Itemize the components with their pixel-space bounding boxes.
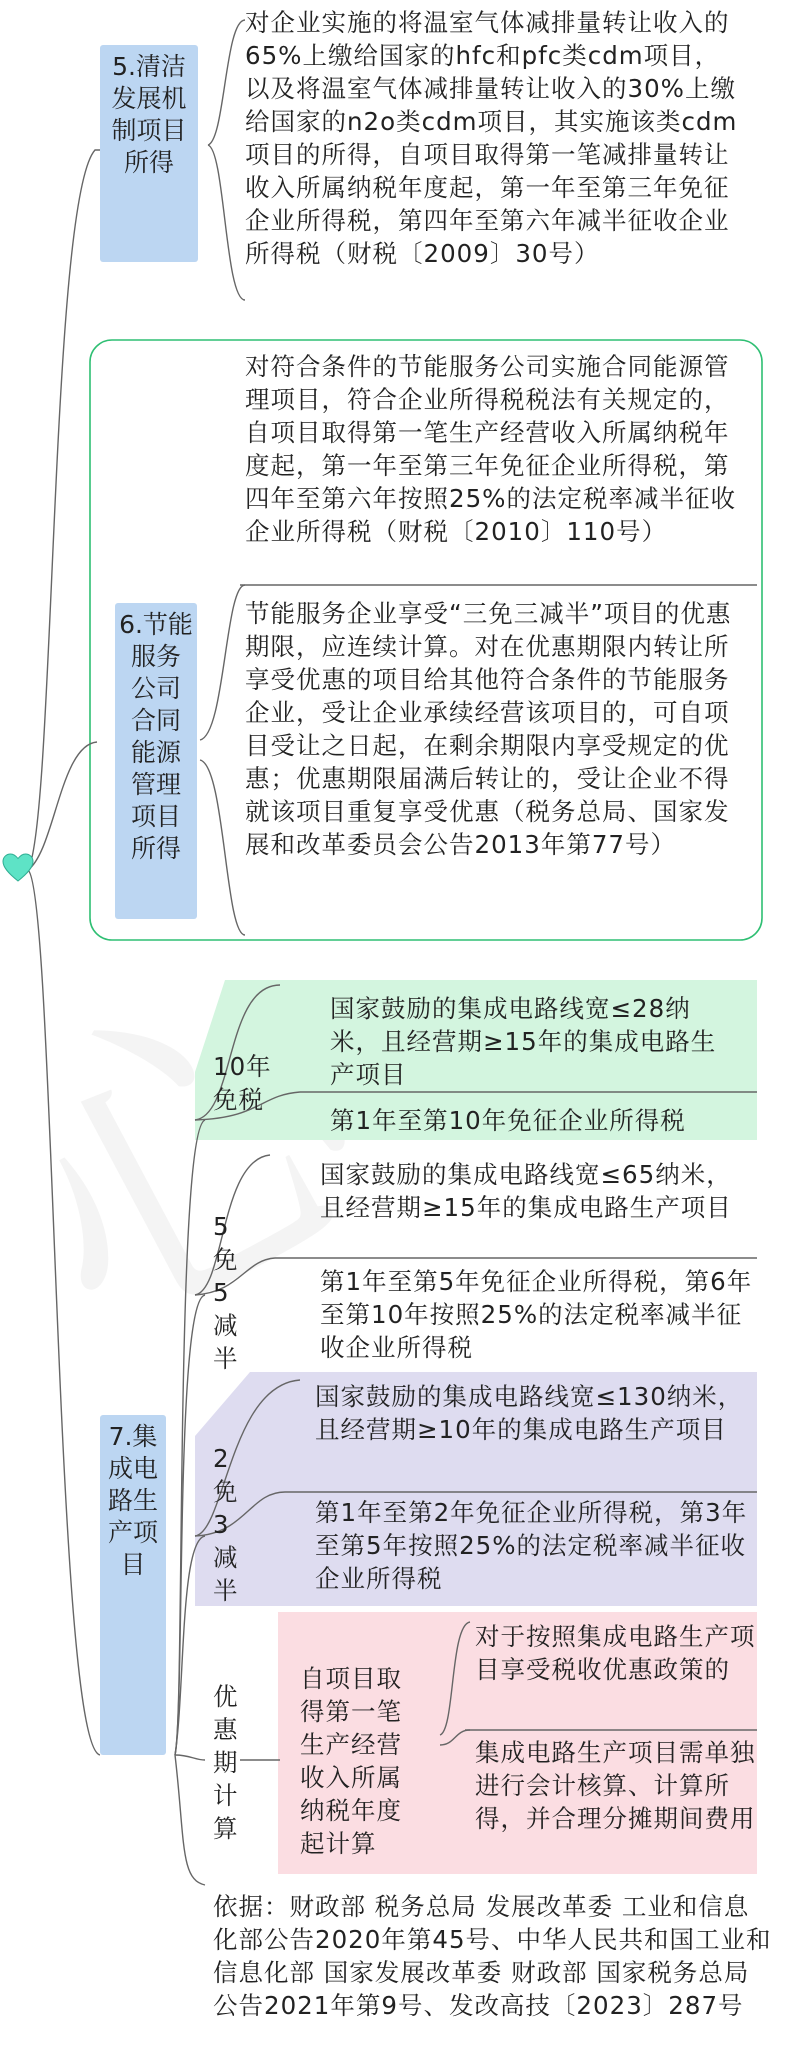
node6-text2: 节能服务企业享受“三免三减半”项目的优惠期限，应连续计算。对在优惠期限内转让所享受优惠的项目给其他符合条件的节能服务企业，受让企业承续经营该项目的，可自项目受让之日起，在剩余期限内享受规定的优惠；优惠期限届满后转让的，受让企业不得就该项目重复享受优惠（税务总局、国家发展和改革委员会公告2013年第77号） — [245, 599, 732, 859]
g3-label: 2免3减半 — [213, 1444, 239, 1605]
g4-start-point: 自项目取得第一笔生产经营收入所属纳税年度起计算 — [300, 1664, 402, 1858]
heart-icon[interactable] — [2, 852, 34, 884]
g3-condition: 国家鼓励的集成电路线宽≤130纳米，且经营期≥10年的集成电路生产项目 — [315, 1382, 744, 1444]
node5-label[interactable]: 5.清洁发展机制项目所得 — [100, 45, 198, 262]
g4-accounting: 集成电路生产项目需单独进行会计核算、计算所得，并合理分摊期间费用 — [475, 1738, 756, 1833]
g2-label: 5免5减半 — [213, 1212, 239, 1373]
node5-text: 对企业实施的将温室气体减排量转让收入的65%上缴给国家的hfc和pfc类cdm项目，以及将温室气体减排量转让收入的30%上缴给国家的n2o类cdm项目，其实施该类cdm项目的所得，自项目取得第一笔减排量转让收入所属纳税年度起，第一年至第三年免征企业所得税，第四年至第六年减半征收企业所得税（财税〔2009〕30号） — [245, 8, 738, 268]
node6-text1: 对符合条件的节能服务公司实施合同能源管理项目，符合企业所得税税法有关规定的，自项目取得第一笔生产经营收入所属纳税年度起，第一年至第三年免征企业所得税，第四年至第六年按照25%的法定税率减半征收企业所得税（财税〔2010〕110号） — [245, 352, 736, 546]
g4-applicability: 对于按照集成电路生产项目享受税收优惠政策的 — [475, 1622, 756, 1684]
g2-benefit: 第1年至第5年免征企业所得税，第6年至第10年按照25%的法定税率减半征收企业所得税 — [320, 1267, 753, 1362]
g4-label: 优惠期计算 — [213, 1682, 239, 1843]
trunk-7 — [28, 870, 100, 1755]
node7-label[interactable]: 7.集成电路生产项目 — [100, 1415, 166, 1755]
basis-text: 依据：财政部 税务总局 发展改革委 工业和信息化部公告2020年第45号、中华人民共和国工业和信息化部 国家发展改革委 财政部 国家税务总局公告2021年第9号、发改高技〔2023〕287号 — [213, 1892, 772, 2020]
node6-label[interactable]: 6.节能服务公司合同能源管理项目所得 — [115, 603, 197, 919]
g1-condition: 国家鼓励的集成电路线宽≤28纳米，且经营期≥15年的集成电路生产项目 — [330, 994, 717, 1089]
g3-benefit: 第1年至第2年免征企业所得税，第3年至第5年按照25%的法定税率减半征收企业所得税 — [315, 1498, 748, 1593]
g2-condition: 国家鼓励的集成电路线宽≤65纳米，且经营期≥15年的集成电路生产项目 — [320, 1160, 732, 1222]
g1-benefit: 第1年至第10年免征企业所得税 — [330, 1106, 686, 1135]
g1-label: 10年免税 — [213, 1052, 272, 1114]
